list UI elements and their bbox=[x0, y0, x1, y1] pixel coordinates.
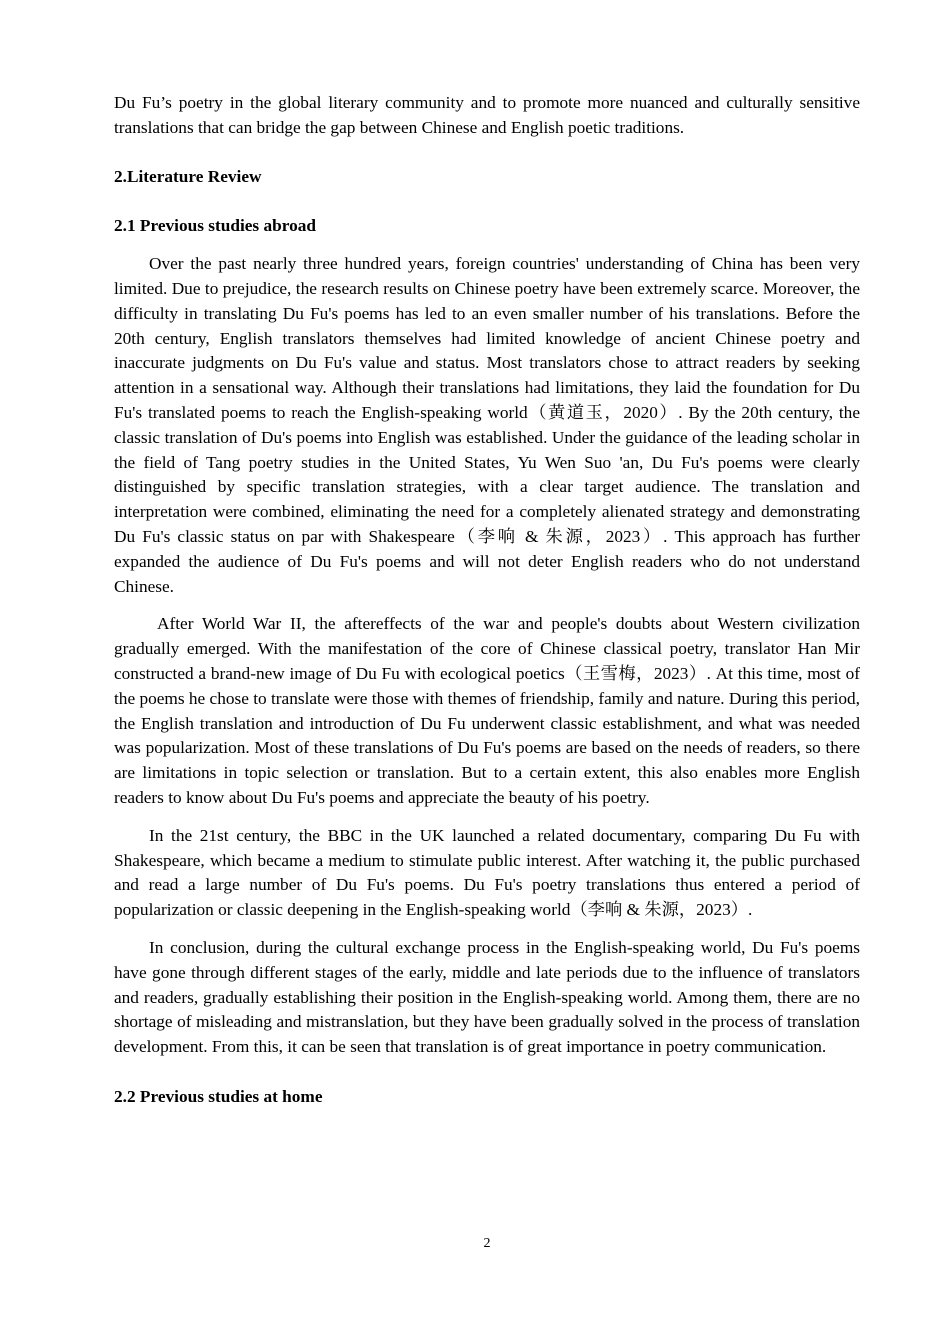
page-number: 2 bbox=[483, 1236, 491, 1251]
subsection-heading-studies-home: 2.2 Previous studies at home bbox=[114, 1086, 323, 1106]
page-body bbox=[114, 91, 860, 1135]
subsection-heading-studies-abroad: 2.1 Previous studies abroad bbox=[114, 216, 316, 236]
section-heading-literature-review: 2.Literature Review bbox=[114, 166, 262, 186]
paragraph-abroad-history: Over the past nearly three hundred years, foreign countries' understanding of China has been very limited. Due to prejudice, the research results on Chinese poetry have been extremely scarce. Moreover, the difficulty in translating Du Fu's poems has led to an even smaller number of his translations. Before the 20th century, English translators themselves had limited knowledge of ancient Chinese poetry and inaccurate judgments on Du Fu's value and status. Most translators chose to attract readers by seeking attention in a sensational way. Although their translations had limitations, they laid the foundation for Du Fu's translated poems to reach the English-speaking world（黄道玉，2020）. By the 20th century, the classic translation of Du's poems into English was established. Under the guidance of the leading scholar in the field of Tang poetry studies in the United States, Yu Wen Suo 'an, Du Fu's poems were clearly distinguished by specific translation strategies, with a clear target audience. The translation and interpretation were combined, eliminating the need for a completely alienated strategy and demonstrating Du Fu's classic status on par with Shakespeare（李响 & 朱源，2023）. This approach has further expanded the audience of Du Fu's poems and will not deter English readers who do not understand Chinese. bbox=[114, 254, 860, 596]
paragraph-post-war: After World War II, the aftereffects of the war and people's doubts about Western civilization gradually emerged. With the manifestation of the core of Chinese classical poetry, translator Han Mir constructed a brand-new image of Du Fu with ecological poetics（王雪梅，2023）. At this time, most of the poems he chose to translate were those with themes of friendship, family and nature. During this period, the English translation and introduction of Du Fu underwent classic establishment, and what was needed was popularization. Most of these translations of Du Fu's poems are based on the needs of readers, so there are limitations in topic selection or translation. But to a certain extent, this also enables more English readers to know about Du Fu's poems and appreciate the beauty of his poetry. bbox=[114, 614, 860, 807]
paragraph-conclusion: In conclusion, during the cultural exchange process in the English-speaking world, Du Fu's poems have gone through different stages of the early, middle and late periods due to the influence of translators and readers, gradually establishing their position in the English-speaking world. Among them, there are no shortage of misleading and mistranslation, but they have been gradually solved in the process of translation development. From this, it can be seen that translation is of great importance in poetry communication. bbox=[114, 937, 860, 1057]
paragraph-continuation: Du Fu’s poetry in the global literary community and to promote more nuanced and culturally sensitive translations that can bridge the gap between Chinese and English poetic traditions. bbox=[114, 93, 860, 137]
paragraph-21st-century: In the 21st century, the BBC in the UK launched a related documentary, comparing Du Fu with Shakespeare, which became a medium to stimulate public interest. After watching it, the public purchased and read a large number of Du Fu's poems. Du Fu's poetry translations thus entered a period of popularization or classic deepening in the English-speaking world（李响 & 朱源，2023）. bbox=[114, 825, 860, 920]
